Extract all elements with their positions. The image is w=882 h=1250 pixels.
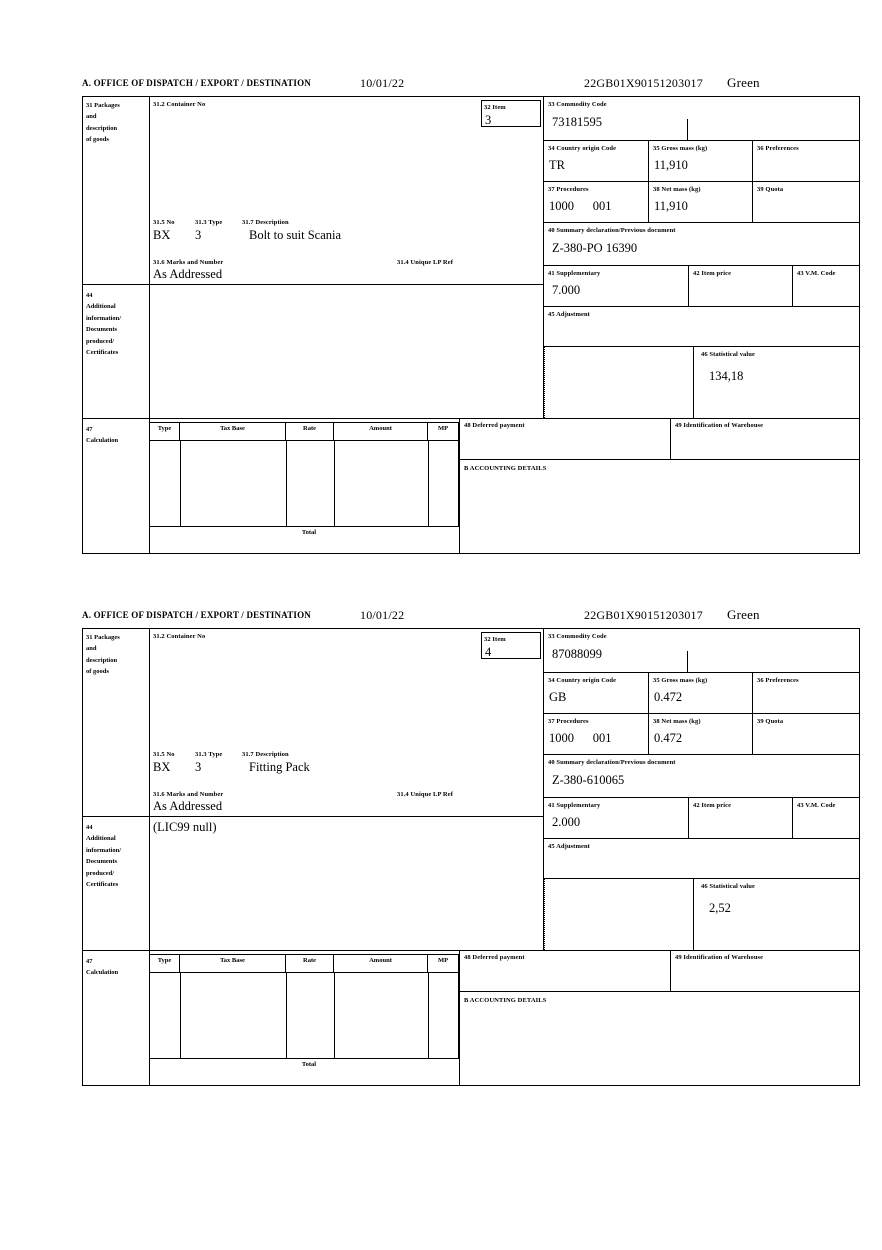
box-49-warehouse: 49 Identification of Warehouse [671,418,860,460]
box-b-accounting-details: B ACCOUNTING DETAILS [460,460,860,553]
box-43-vm-code: 43 V.M. Code [793,266,860,307]
box-31-7-value: Bolt to suit Scania [249,228,342,242]
box-44-value: (LIC99 null) [153,820,217,834]
box-49-warehouse: 49 Identification of Warehouse [671,950,860,992]
calc-col-div-2 [286,441,287,527]
box-31-3-label: 31.3 Type [195,219,223,226]
box-31-6-label: 31.6 Marks and Number [153,259,224,266]
box-31-4-label: 31.4 Unique LP Ref [397,259,453,266]
box-31-2-label: 31.2 Container No [153,633,206,640]
box-31-3-label: 31.3 Type [195,751,223,758]
box-35-gross-mass: 35 Gross mass (kg) 0.472 [649,673,753,714]
box-39-quota: 39 Quota [753,182,860,223]
box-31-6-label: 31.6 Marks and Number [153,791,224,798]
box-40-value: Z-380-610065 [552,773,625,788]
box-44-stub-label: 44 Additional information/ Documents produced/ Certificates [86,824,122,888]
calc-col-div-2 [286,973,287,1059]
calc-header-rate: Rate [286,955,334,973]
box-41-value: 7.000 [552,283,581,298]
box-33-commodity-code: 33 Commodity Code 87088099 [544,629,860,673]
calc-header-mp: MP [428,423,458,441]
divider-stub-44 [149,284,150,418]
box-31-5-value: BX [153,760,171,774]
box-37-procedures: 37 Procedures 1000 001 [544,182,649,223]
box-40-previous-document: 40 Summary declaration/Previous document Z-380-610065 [544,755,860,798]
box-31-7-label: 31.7 Description [242,219,289,226]
box-42-value [689,810,792,815]
declaration-date: 10/01/22 [360,608,405,622]
block-header [82,607,860,628]
box-44-stub-label: 44 Additional information/ Documents produced/ Certificates [86,292,122,356]
box-38-value: 0.472 [654,731,683,746]
calc-header-amount: Amount [334,423,428,441]
calc-col-div-3 [334,441,335,527]
divider-31-44 [83,284,543,285]
movement-reference-number: 22GB01X90151203017 [584,76,703,90]
box-35-value: 11,910 [654,158,688,173]
box-33-value: 87088099 [552,647,602,662]
calculation-table [149,954,459,1059]
box-46-statistical-value: 46 Statistical value 2,52 [697,879,860,950]
box-48-value [460,430,670,434]
box-43-value [793,810,860,815]
box-31-3-value: 3 [195,228,202,242]
box-37-procedures: 37 Procedures 1000 001 [544,714,649,755]
box-48-deferred-payment: 48 Deferred payment [460,950,671,992]
divider-stub-44 [149,816,150,950]
box-32-item-value: 3 [485,113,492,128]
box-31-3-value: 3 [195,760,202,774]
movement-reference-number: 22GB01X90151203017 [584,608,703,622]
box-31-7-value: Fitting Pack [249,760,310,774]
calc-col-div-1 [180,441,181,527]
box-48-deferred-payment: 48 Deferred payment [460,418,671,460]
box-43-vm-code: 43 V.M. Code [793,798,860,839]
box-35-value: 0.472 [654,690,683,705]
box-42-value [689,278,792,283]
box-39-value [753,194,860,199]
box-47-stub-label: 47 Calculation [86,958,119,977]
box-32-item: 32 Item 4 [481,632,541,659]
box-41-supplementary: 41 Supplementary 2.000 [544,798,689,839]
box-31-2-value [153,645,533,661]
routing-lane: Green [727,75,760,90]
box-45-adjustment: 45 Adjustment [544,839,860,879]
office-of-dispatch-label: A. OFFICE OF DISPATCH / EXPORT / DESTINATION [82,78,312,88]
box-33-inner-tick [687,651,688,673]
accounting-details-value [460,1005,860,1009]
declaration-date: 10/01/22 [360,76,405,90]
box-39-quota: 39 Quota [753,714,860,755]
box-38-value: 11,910 [654,199,688,214]
box-46-value: 2,52 [709,901,731,916]
box-31-6-value: As Addressed [153,267,223,281]
box-32-item-value: 4 [485,645,492,660]
box-31-5-label: 31.5 No [153,219,175,226]
calc-header-type: Type [150,955,180,973]
declaration-table [82,96,860,554]
box-31-2-label: 31.2 Container No [153,101,206,108]
box-31-stub-label: 31 Packages and description of goods [86,102,120,144]
block-header [82,75,860,96]
box-33-value: 73181595 [552,115,602,130]
calc-header-tax-base: Tax Base [180,955,286,973]
divider-46-left [693,879,694,950]
box-40-value: Z-380-PO 16390 [552,241,638,256]
box-33-commodity-code: 33 Commodity Code 73181595 [544,97,860,141]
box-42-item-price: 42 Item price [689,798,793,839]
routing-lane: Green [727,607,760,622]
box-45-value [544,319,860,324]
box-36-value [753,685,860,690]
box-45-adjustment: 45 Adjustment [544,307,860,347]
divider-46-left [693,347,694,418]
box-34-value: TR [549,158,565,173]
declaration-table [82,628,860,1086]
box-46-dotted-divider [544,879,545,950]
box-46-value: 134,18 [709,369,744,384]
box-41-supplementary: 41 Supplementary 7.000 [544,266,689,307]
calc-header-tax-base: Tax Base [180,423,286,441]
box-43-value [793,278,860,283]
box-36-preferences: 36 Preferences [753,141,860,182]
box-31-6-value: As Addressed [153,799,223,813]
calc-col-div-3 [334,973,335,1059]
calc-header-type: Type [150,423,180,441]
box-33-inner-tick [687,119,688,141]
box-36-preferences: 36 Preferences [753,673,860,714]
box-42-item-price: 42 Item price [689,266,793,307]
box-37-value: 1000 001 [549,731,612,746]
box-38-net-mass: 38 Net mass (kg) 0.472 [649,714,753,755]
box-38-net-mass: 38 Net mass (kg) 11,910 [649,182,753,223]
divider-31-44 [83,816,543,817]
calc-col-div-4 [428,973,429,1059]
box-31-2-value [153,113,533,129]
box-b-accounting-details: B ACCOUNTING DETAILS [460,992,860,1085]
office-of-dispatch-label: A. OFFICE OF DISPATCH / EXPORT / DESTINATION [82,610,312,620]
calc-total-label: Total [301,1061,317,1068]
box-35-gross-mass: 35 Gross mass (kg) 11,910 [649,141,753,182]
box-37-value: 1000 001 [549,199,612,214]
box-31-7-label: 31.7 Description [242,751,289,758]
calc-header-rate: Rate [286,423,334,441]
calc-header-mp: MP [428,955,458,973]
divider-stub-31 [149,97,150,284]
box-31-5-label: 31.5 No [153,751,175,758]
box-49-value [671,430,860,434]
calculation-table [149,422,459,527]
box-34-country-origin: 34 Country origin Code GB [544,673,649,714]
box-41-value: 2.000 [552,815,581,830]
box-39-value [753,726,860,731]
box-31-stub-label: 31 Packages and description of goods [86,634,120,676]
accounting-details-value [460,473,860,477]
box-40-previous-document: 40 Summary declaration/Previous document Z-380-PO 16390 [544,223,860,266]
calc-total-label: Total [301,529,317,536]
box-31-5-value: BX [153,228,171,242]
calc-col-div-4 [428,441,429,527]
box-46-dotted-divider [544,347,545,418]
box-47-stub-label: 47 Calculation [86,426,119,445]
box-31-4-label: 31.4 Unique LP Ref [397,791,453,798]
declaration-item-block-1 [82,75,860,554]
box-45-value [544,851,860,856]
box-34-country-origin: 34 Country origin Code TR [544,141,649,182]
box-46-statistical-value: 46 Statistical value 134,18 [697,347,860,418]
box-32-item: 32 Item 3 [481,100,541,127]
calc-col-div-1 [180,973,181,1059]
divider-stub-31 [149,629,150,816]
box-48-value [460,962,670,966]
calc-header-amount: Amount [334,955,428,973]
box-49-value [671,962,860,966]
box-34-value: GB [549,690,567,705]
declaration-item-block-2 [82,607,860,1086]
box-36-value [753,153,860,158]
